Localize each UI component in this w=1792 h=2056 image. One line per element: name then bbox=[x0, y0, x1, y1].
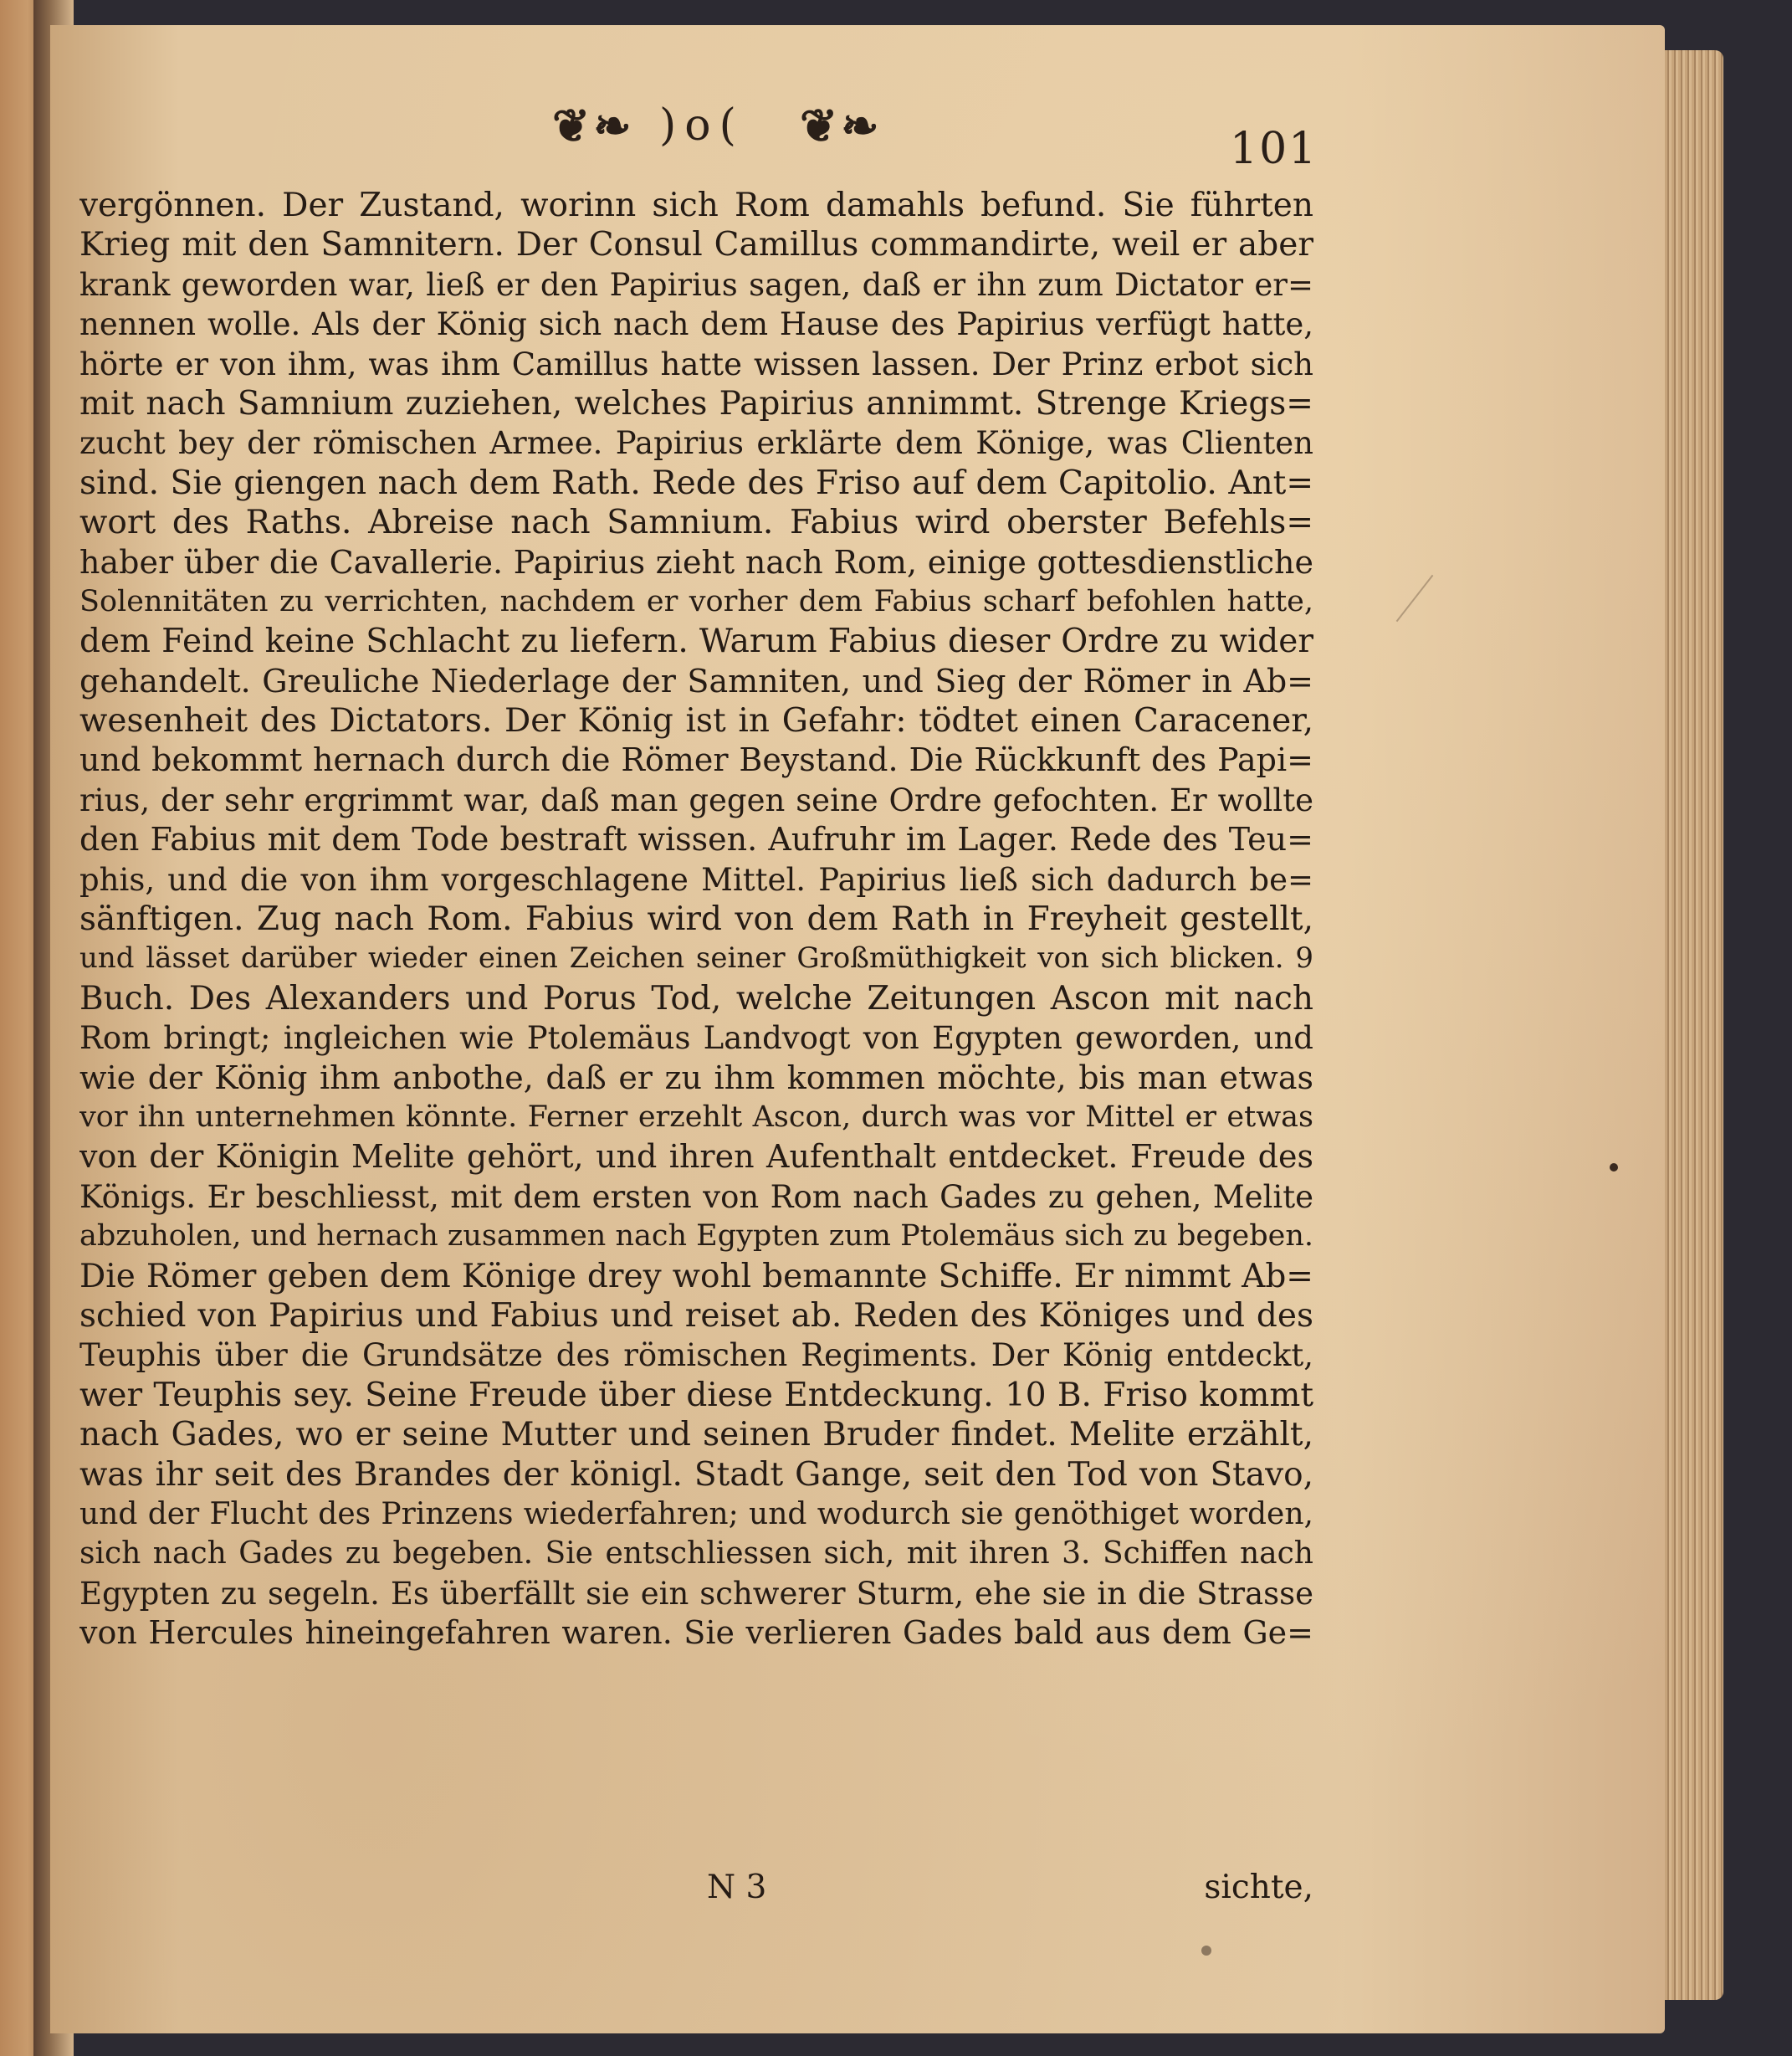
text-line: Buch. Des Alexanders und Porus Tod, welche Zeitungen Ascon mit nach bbox=[79, 979, 1313, 1018]
paper-speck bbox=[1610, 1163, 1618, 1172]
text-line: krank geworden war, ließ er den Papirius sagen, daß er ihn zum Dictator er= bbox=[79, 266, 1313, 303]
text-line: Teuphis über die Grundsätze des römischen Regiments. Der König entdeckt, bbox=[79, 1337, 1313, 1374]
text-line: von der Königin Melite gehört, und ihren Aufenthalt entdecket. Freude des bbox=[79, 1138, 1313, 1176]
text-line: wort des Raths. Abreise nach Samnium. Fabius wird oberster Befehls= bbox=[79, 504, 1313, 542]
text-line: schied von Papirius und Fabius und reiset ab. Reden des Königes und des bbox=[79, 1296, 1313, 1335]
text-line: von Hercules hineingefahren waren. Sie verlieren Gades bald aus dem Ge= bbox=[79, 1614, 1313, 1652]
text-line: Krieg mit den Samnitern. Der Consul Camillus commandirte, weil er aber bbox=[79, 226, 1313, 264]
text-line: was ihr seit des Brandes der königl. Stadt Gange, seit den Tod von Stavo, bbox=[79, 1455, 1313, 1494]
text-line: den Fabius mit dem Tode bestraft wissen. Aufruhr im Lager. Rede des Teu= bbox=[79, 821, 1313, 859]
text-line: nach Gades, wo er seine Mutter und seinen Bruder findet. Melite erzählt, bbox=[79, 1416, 1313, 1454]
text-line: nennen wolle. Als der König sich nach dem Hause des Papirius verfügt hatte, bbox=[79, 306, 1313, 343]
text-line: und bekommt hernach durch die Römer Beystand. Die Rückkunft des Papi= bbox=[79, 741, 1313, 779]
text-line: sind. Sie giengen nach dem Rath. Rede des Friso auf dem Capitolio. Ant= bbox=[79, 464, 1313, 502]
text-line: vor ihn unternehmen könnte. Ferner erzehlt Ascon, durch was vor Mittel er etwas bbox=[79, 1100, 1313, 1134]
paper-speck bbox=[1201, 1946, 1211, 1956]
text-line: Die Römer geben dem Könige drey wohl bemannte Schiffe. Er nimmt Ab= bbox=[79, 1257, 1313, 1295]
catchword: sichte, bbox=[1204, 1869, 1313, 1906]
page-edges bbox=[1665, 50, 1723, 2000]
ornament-right-icon: ❦❧ bbox=[800, 99, 883, 152]
text-line: und der Flucht des Prinzens wiederfahren; und wodurch sie genöthiget worden, bbox=[79, 1496, 1313, 1531]
body-text bbox=[79, 186, 1313, 1653]
text-line: wie der König ihm anbothe, daß er zu ihm kommen möchte, bis man etwas bbox=[79, 1059, 1313, 1096]
text-line: vergönnen. Der Zustand, worinn sich Rom damahls befund. Sie führten bbox=[79, 187, 1313, 224]
text-line: haber über die Cavallerie. Papirius zieht nach Rom, einige gottesdienstliche bbox=[79, 543, 1313, 581]
text-line: abzuholen, und hernach zusammen nach Egypten zum Ptolemäus sich zu begeben. bbox=[79, 1219, 1313, 1254]
text-line: zucht bey der römischen Armee. Papirius erklärte dem Könige, was Clienten bbox=[79, 425, 1313, 462]
text-line: hörte er von ihm, was ihm Camillus hatte wissen lassen. Der Prinz erbot sich bbox=[79, 346, 1313, 382]
page-footer bbox=[79, 1869, 1313, 1915]
text-line: rius, der sehr ergrimmt war, daß man gegen seine Ordre gefochten. Er wollte bbox=[79, 782, 1313, 818]
text-line: phis, und die von ihm vorgeschlagene Mittel. Papirius ließ sich dadurch be= bbox=[79, 861, 1313, 898]
header-divider: )o( bbox=[659, 100, 745, 151]
page-number: 101 bbox=[1230, 124, 1318, 174]
text-line: mit nach Samnium zuziehen, welches Papirius annimmt. Strenge Kriegs= bbox=[79, 384, 1313, 423]
text-line: Solennitäten zu verrichten, nachdem er vorher dem Fabius scharf befohlen hatte, bbox=[79, 584, 1313, 618]
text-line: sänftigen. Zug nach Rom. Fabius wird von dem Rath in Freyheit gestellt, bbox=[79, 900, 1313, 939]
text-line: wer Teuphis sey. Seine Freude über diese Entdeckung. 10 B. Friso kommt bbox=[79, 1376, 1313, 1414]
text-line: und lässet darüber wieder einen Zeichen seiner Großmüthigkeit von sich blicken. 9 bbox=[79, 941, 1313, 976]
text-line: sich nach Gades zu begeben. Sie entschliessen sich, mit ihren 3. Schiffen nach bbox=[79, 1536, 1313, 1571]
signature-mark: N 3 bbox=[707, 1869, 767, 1906]
text-line: Egypten zu segeln. Es überfällt sie ein schwerer Sturm, ehe sie in die Strasse bbox=[79, 1575, 1313, 1612]
text-line: Rom bringt; ingleichen wie Ptolemäus Landvogt von Egypten geworden, und bbox=[79, 1020, 1313, 1057]
text-line: dem Feind keine Schlacht zu liefern. Warum Fabius dieser Ordre zu wider bbox=[79, 623, 1313, 661]
text-line: Königs. Er beschliesst, mit dem ersten von Rom nach Gades zu gehen, Melite bbox=[79, 1178, 1313, 1215]
ornament-left-icon: ❦❧ bbox=[552, 99, 635, 152]
text-line: gehandelt. Greuliche Niederlage der Samniten, und Sieg der Römer in Ab= bbox=[79, 662, 1313, 700]
text-line: wesenheit des Dictators. Der König ist in Gefahr: tödtet einen Caracener, bbox=[79, 702, 1313, 741]
